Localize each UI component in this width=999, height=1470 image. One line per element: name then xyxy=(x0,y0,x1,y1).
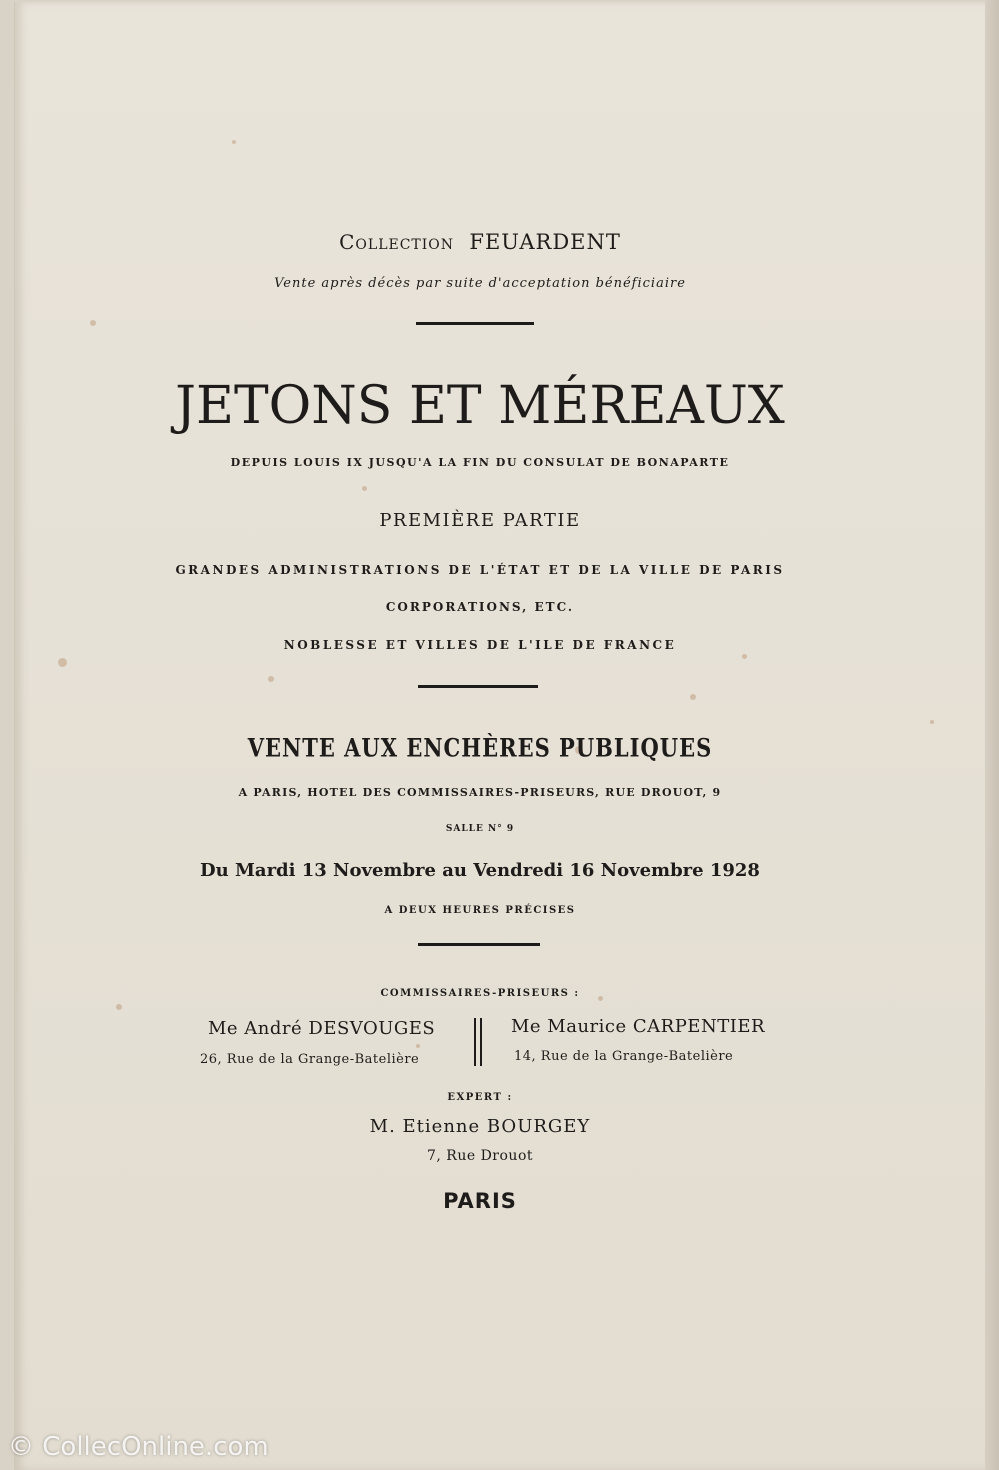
part-heading: PREMIÈRE PARTIE xyxy=(379,510,581,531)
auction-time: A DEUX HEURES PRÉCISES xyxy=(384,905,576,916)
divider-rule xyxy=(416,322,534,325)
sale-note: Vente après décès par suite d'acceptation bénéficiaire xyxy=(274,276,686,291)
footer-city: PARIS xyxy=(443,1189,517,1213)
expert-address: 7, Rue Drouot xyxy=(426,1148,534,1164)
collection-label: Collection xyxy=(339,230,455,254)
divider-rule xyxy=(418,685,538,688)
auction-heading: VENTE AUX ENCHÈRES PUBLIQUES xyxy=(247,732,713,763)
section-heading-3: NOBLESSE ET VILLES DE L'ILE DE FRANCE xyxy=(283,638,677,652)
expert-name: M. Etienne BOURGEY xyxy=(369,1116,591,1137)
auctioneer-right-address: 14, Rue de la Grange-Batelière xyxy=(514,1049,734,1064)
section-heading-1: GRANDES ADMINISTRATIONS DE L'ÉTAT ET DE LA VILLE DE PARIS xyxy=(175,563,785,577)
auctioneer-left-address: 26, Rue de la Grange-Batelière xyxy=(200,1052,420,1067)
title-subtitle: DEPUIS LOUIS IX JUSQU'A LA FIN DU CONSULAT DE BONAPARTE xyxy=(230,456,730,469)
column-separator xyxy=(474,1018,482,1066)
collection-line xyxy=(0,230,960,254)
collection-name: FEUARDENT xyxy=(469,230,621,254)
auctioneer-right-name: Me Maurice CARPENTIER xyxy=(511,1016,766,1037)
section-heading-2: CORPORATIONS, ETC. xyxy=(385,600,575,614)
expert-label: EXPERT : xyxy=(447,1092,513,1103)
auctioneers-label: COMMISSAIRES-PRISEURS : xyxy=(380,988,580,999)
auction-dates: Du Mardi 13 Novembre au Vendredi 16 Novembre 1928 xyxy=(200,860,760,881)
auctioneer-left-name: Me André DESVOUGES xyxy=(208,1018,436,1039)
auction-room: SALLE N° 9 xyxy=(445,824,515,834)
main-title: JETONS ET MÉREAUX xyxy=(175,376,785,436)
watermark: © CollecOnline.com xyxy=(8,1432,269,1462)
auction-venue: A PARIS, HOTEL DES COMMISSAIRES-PRISEURS, RUE DROUOT, 9 xyxy=(238,786,722,799)
divider-rule xyxy=(418,943,540,946)
